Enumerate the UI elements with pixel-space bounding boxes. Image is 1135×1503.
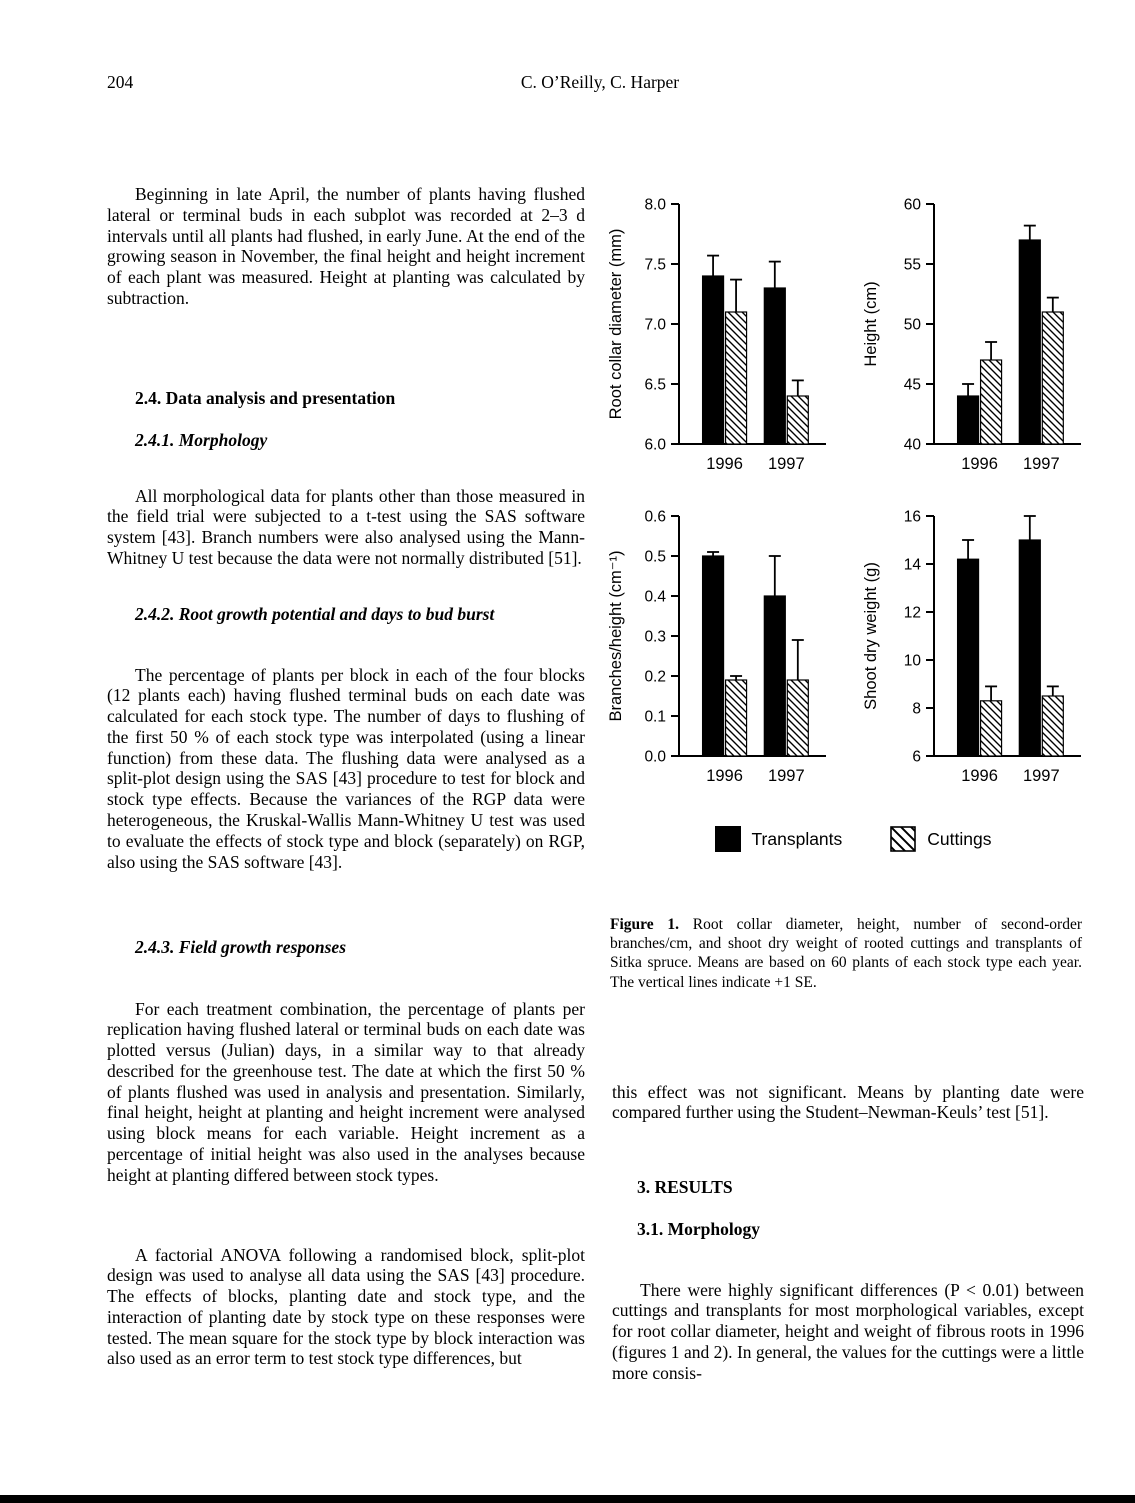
- heading-3-results: 3. RESULTS: [637, 1177, 733, 1197]
- x-category-label: 1997: [767, 767, 805, 785]
- y-tick-label: 0.1: [643, 708, 666, 726]
- bar-cuttings-1996: [980, 360, 1001, 444]
- page-number: 204: [107, 72, 134, 92]
- y-axis-label: Root collar diameter (mm): [606, 228, 625, 420]
- scan-edge-bar: [0, 1495, 1135, 1503]
- para-3-1: There were highly significant differences (P < 0.01) between cuttings and transplants for most morphological variables, except for root collar diameter, height and weight of fibrous roots in 1996 (figures 1 and 2). In general, the values for the cuttings were a little more consis-: [612, 1279, 1084, 1383]
- x-category-label: 1996: [705, 455, 743, 473]
- para-intro: Beginning in late April, the number of plants having flushed lateral or terminal buds in each subplot was recorded at 2–3 d intervals until all plants had flushed, in early June. At the end of the growing season in November, the final height and height increment of each plant was measured. Height at planting was calculated by subtraction.: [107, 184, 585, 308]
- figure-caption: [610, 915, 1082, 993]
- chart-height: [856, 178, 1106, 490]
- y-tick-label: 6: [911, 748, 921, 766]
- x-category-label: 1996: [960, 455, 998, 473]
- chart-root-collar-diameter: [601, 178, 851, 490]
- x-category-label: 1997: [767, 455, 805, 473]
- bar-cuttings-1997: [1042, 696, 1063, 756]
- bar-cuttings-1996: [980, 701, 1001, 756]
- para-2-4-2: The percentage of plants per block in each of the four blocks (12 plants each) having flushed terminal buds on each date was calculated for each stock type. The number of days to flushing of the first 50 % of each stock type was interpolated (using a linear function) from these data. The flushing data were analysed as a split-plot design using the SAS [43] procedure to test for block and stock type effects. Because the variances of the RGP data were heterogeneous, the Kruskal-Wallis Mann-Whitney U test was used to evaluate the effects of stock type and block (separately) on RGP, also using the SAS software [43].: [107, 664, 585, 872]
- bar-transplants-1996: [957, 559, 978, 756]
- bar-transplants-1996: [702, 276, 723, 444]
- transplants-swatch-icon: [715, 826, 741, 852]
- y-tick-label: 8.0: [643, 196, 666, 214]
- y-tick-label: 60: [903, 196, 921, 214]
- bar-transplants-1997: [1019, 240, 1040, 444]
- y-tick-label: 7.0: [643, 316, 666, 334]
- bar-transplants-1997: [1019, 540, 1040, 756]
- figure-caption-label: Figure 1.: [610, 915, 680, 933]
- y-tick-label: 50: [903, 316, 921, 334]
- chart-shoot-dry-weight: [856, 490, 1106, 802]
- legend-label-transplants: Transplants: [751, 828, 843, 849]
- y-axis-label: Shoot dry weight (g): [861, 562, 880, 710]
- y-tick-label: 14: [903, 556, 921, 574]
- bar-cuttings-1997: [787, 680, 808, 756]
- bar-cuttings-1996: [725, 680, 746, 756]
- y-tick-label: 7.5: [643, 256, 666, 274]
- bar-cuttings-1996: [725, 312, 746, 444]
- y-tick-label: 6.0: [643, 436, 666, 454]
- heading-2-4-3: 2.4.3. Field growth responses: [135, 937, 346, 957]
- x-category-label: 1997: [1022, 767, 1060, 785]
- y-tick-label: 8: [911, 700, 921, 718]
- para-2-4-3b: A factorial ANOVA following a randomised block, split-plot design was used to analyse all data using the SAS [43] procedure. The effects of blocks, planting date and stock type, and the interaction of planting date by stock type on these responses were tested. The mean square for the stock type by block interaction was also used as an error term to test stock type differences, but: [107, 1244, 585, 1369]
- y-tick-label: 0.6: [643, 508, 666, 526]
- heading-3-1-morphology: 3.1. Morphology: [637, 1219, 760, 1239]
- para-2-4-3a: For each treatment combination, the percentage of plants per replication having flushed lateral or terminal buds on each date was plotted versus (Julian) days, in a similar way to that already described for the greenhouse test. The date at which the first 50 % of plants flushed was used in analysis and presentation. Similarly, final height, height at planting and height increment were analysed using block means for each variable. Height increment as a percentage of initial height was also used in the analyses because height at planting differed between stock types.: [107, 998, 585, 1185]
- y-tick-label: 0.3: [643, 628, 666, 646]
- y-tick-label: 0.4: [643, 588, 666, 606]
- legend-item-cuttings: [890, 826, 991, 852]
- chart-svg-height: [856, 178, 1106, 490]
- y-axis-label: Branches/height (cm⁻¹): [606, 550, 625, 722]
- bar-transplants-1996: [957, 396, 978, 444]
- para-continuation: this effect was not significant. Means by planting date were compared further using the Student–Newman-Keuls’ test [51].: [612, 1081, 1084, 1123]
- y-tick-label: 0.2: [643, 668, 666, 686]
- bar-transplants-1997: [764, 596, 785, 756]
- heading-2-4-2: 2.4.2. Root growth potential and days to bud burst: [135, 604, 495, 624]
- y-tick-label: 40: [903, 436, 921, 454]
- bar-cuttings-1997: [1042, 312, 1063, 444]
- x-category-label: 1996: [705, 767, 743, 785]
- y-axis-label: Height (cm): [861, 281, 880, 367]
- running-head: C. O’Reilly, C. Harper: [520, 72, 680, 92]
- y-tick-label: 45: [903, 376, 921, 394]
- heading-2-4-1: 2.4.1. Morphology: [135, 430, 268, 450]
- bar-transplants-1997: [764, 288, 785, 444]
- chart-svg-root-collar-diameter: [601, 178, 851, 490]
- figure-caption-body: Root collar diameter, height, number of second-order branches/cm, and shoot dry weight of rooted cuttings and transplants of Sitka spruce. Means are based on 60 plants of each stock type each year. The vertical lines indicate +1 SE.: [610, 915, 1083, 991]
- cuttings-swatch-icon: [890, 826, 916, 852]
- chart-svg-shoot-dry-weight: [856, 490, 1106, 802]
- legend-label-cuttings: Cuttings: [927, 828, 992, 849]
- figure-1: [598, 178, 1108, 852]
- bar-cuttings-1997: [787, 396, 808, 444]
- y-tick-label: 0.5: [643, 548, 666, 566]
- legend-item-transplants: [715, 826, 843, 852]
- figure-legend: [715, 826, 992, 852]
- y-tick-label: 10: [903, 652, 921, 670]
- y-tick-label: 16: [903, 508, 921, 526]
- y-tick-label: 6.5: [643, 376, 666, 394]
- para-2-4-1: All morphological data for plants other than those measured in the field trial were subjected to a t-test using the SAS software system [43]. Branch numbers were also analysed using the Mann-Whitney U test because the data were not normally distributed [51].: [107, 485, 585, 568]
- chart-branches-per-height: [601, 490, 851, 802]
- y-tick-label: 12: [903, 604, 921, 622]
- heading-2-4: 2.4. Data analysis and presentation: [135, 388, 396, 408]
- x-category-label: 1997: [1022, 455, 1060, 473]
- y-tick-label: 55: [903, 256, 921, 274]
- figure-charts: [601, 178, 1106, 802]
- y-tick-label: 0.0: [643, 748, 666, 766]
- chart-svg-branches-per-height: [601, 490, 851, 802]
- bar-transplants-1996: [702, 556, 723, 756]
- x-category-label: 1996: [960, 767, 998, 785]
